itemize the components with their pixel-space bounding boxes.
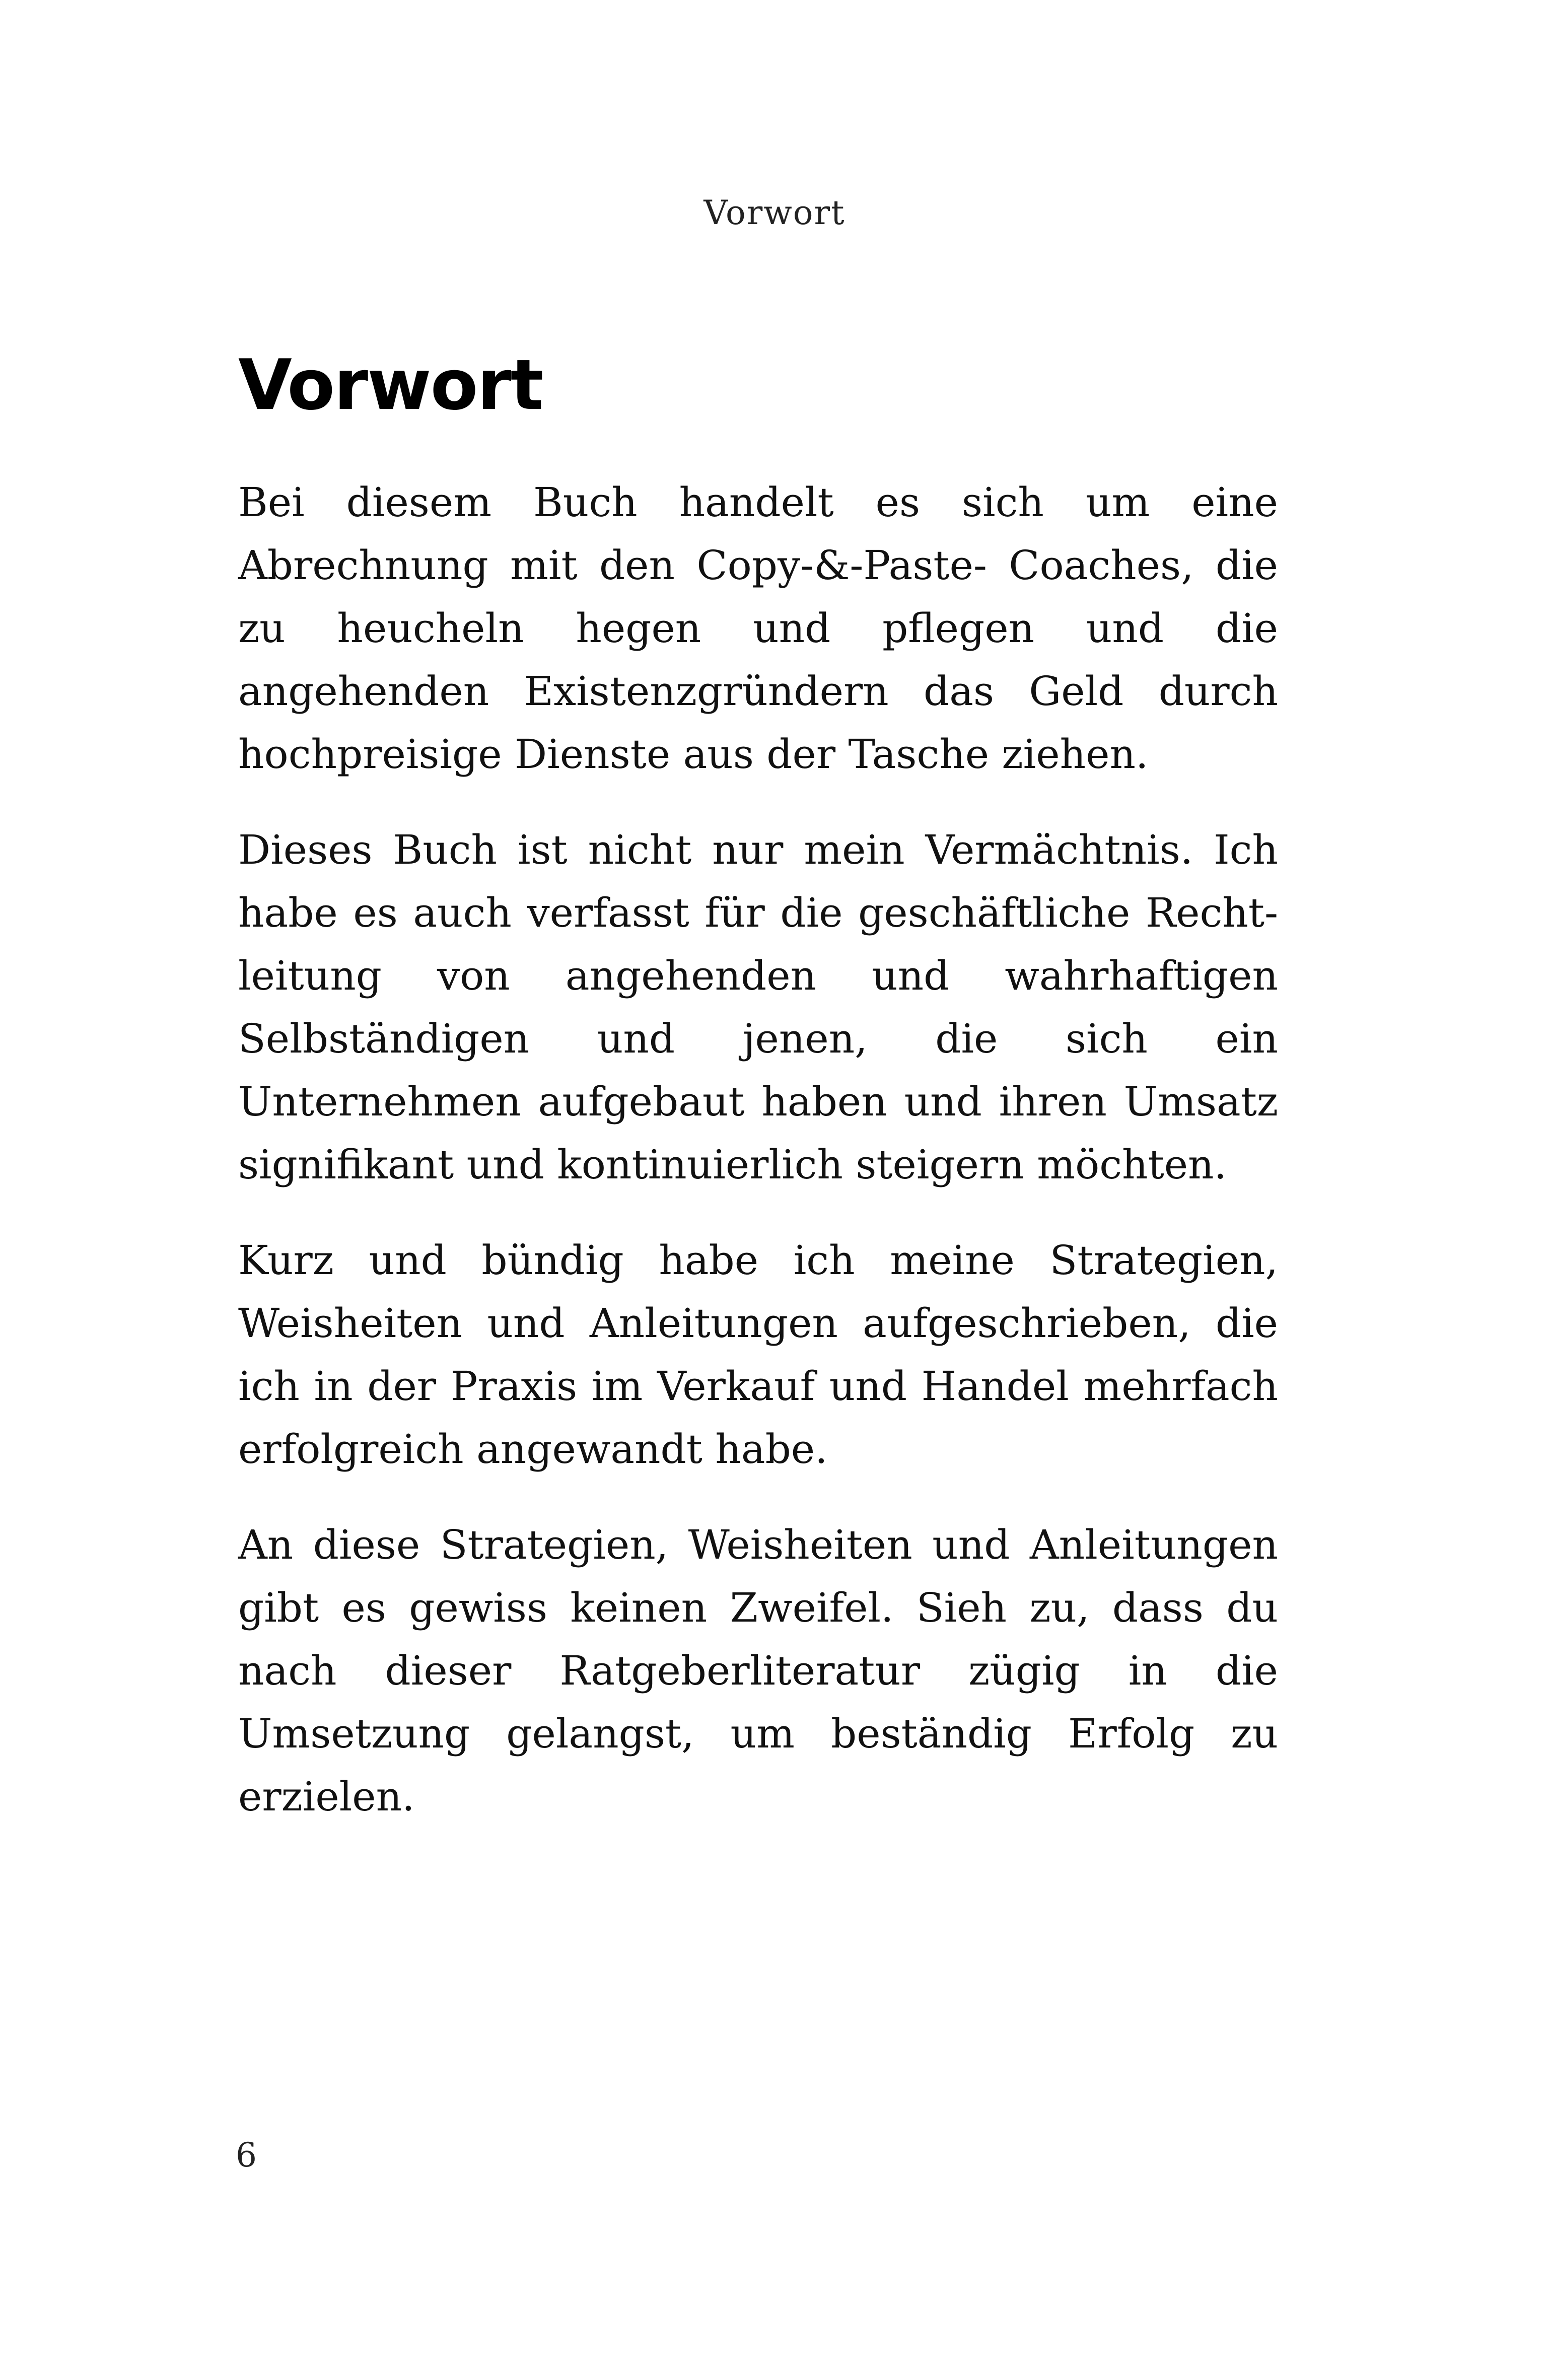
chapter-title: Vorwort <box>238 344 543 426</box>
paragraph-1: Bei diesem Buch handelt es sich um eine Abrechnung mit den Copy-&-Paste- Coaches, die zu heucheln hegen und pflegen und die angehenden Existenzgründern das Geld durch hochpreisige Dienste aus der Tasche ziehen. <box>238 479 1278 778</box>
page-number: 6 <box>236 2136 257 2175</box>
paragraph-2: Dieses Buch ist nicht nur mein Vermächtnis. Ich habe es auch verfasst für die geschäftliche Rechtleitung von angehenden und wahrhaftigen Selbständigen und jenen, die sich ein Unternehmen aufgebaut haben und ihren Umsatz signifikant und kontinuierlich steigern möchten. <box>238 826 1278 1188</box>
paragraph-4: An diese Strategien, Weisheiten und Anleitungen gibt es gewiss keinen Zweifel. Sieh zu, dass du nach dieser Ratgeberliteratur zügig in die Umsetzung gelangst, um beständig Erfolg zu erzielen. <box>238 1521 1278 1820</box>
running-header: Vorwort <box>703 193 846 232</box>
paragraph-3: Kurz und bündig habe ich meine Strategien, Weisheiten und Anleitungen aufgeschrieben, die ich in der Praxis im Verkauf und Handel mehrfach erfolgreich angewandt habe. <box>238 1237 1278 1473</box>
body-text <box>238 471 1278 1861</box>
